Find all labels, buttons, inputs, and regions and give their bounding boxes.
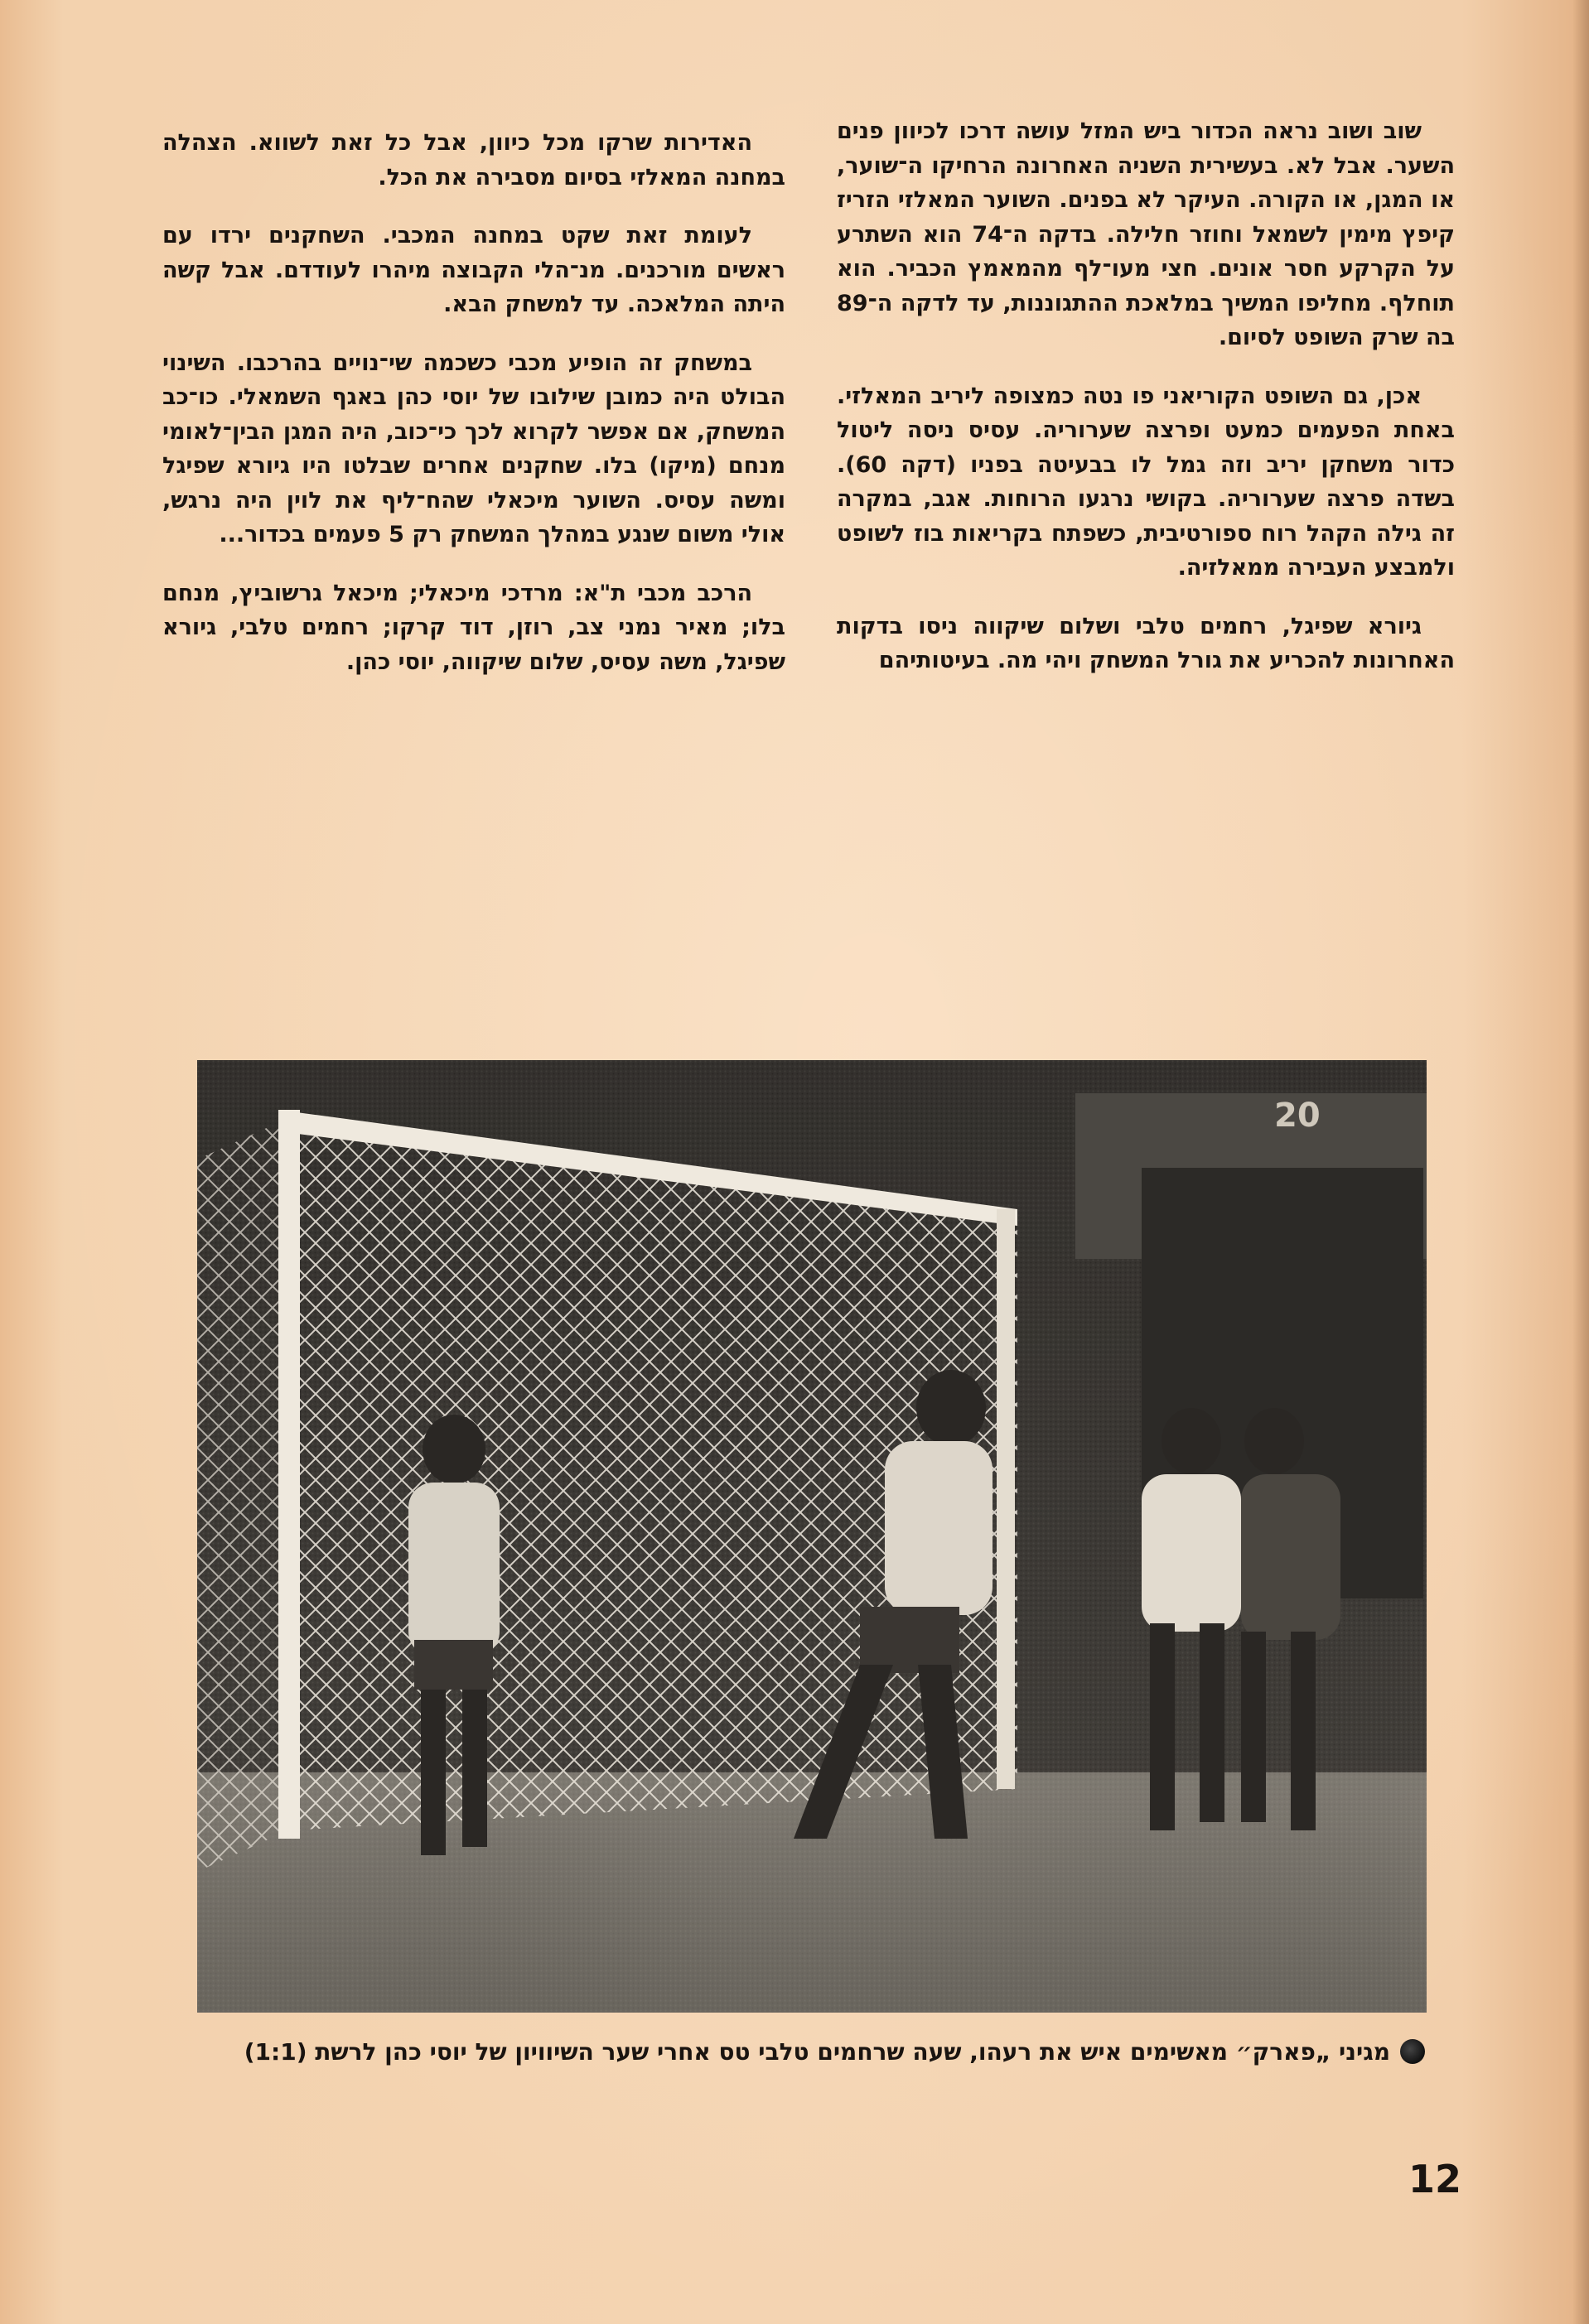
- scoreboard-number: 20: [1274, 1097, 1321, 1135]
- team-lineup-paragraph: הרכב מכבי ת"א: מרדכי מיכאלי; מיכאל גרשוביץ, מנחם בלו; מאיר נמני צב, רוזן, דוד קרקו; רחמים טלבי, גיורא שפיגל, משה עסיס, שלום שיקווה, יוסי כהן.: [162, 580, 785, 675]
- article-paragraph: האדירות שרקו מכל כיוון, אבל כל זאת לשווא. הצהלה במחנה המאלזי בסיום מסבירה את הכל.: [162, 130, 785, 190]
- bullet-icon: [1400, 2039, 1425, 2064]
- page-number: 12: [1408, 2157, 1462, 2201]
- caption-text: מגיני „פארק״ מאשימים איש את רעהו, שעה שרחמים טלבי טס אחרי שער השיוויון של יוסי כהן לרשת (1:1): [244, 2038, 1390, 2066]
- article-paragraph: גיורא שפיגל, רחמים טלבי ושלום שיקווה ניסו בדקות האחרונות להכריע את גורל המשחק ויהי מה. בעיטותיהם: [837, 613, 1455, 673]
- page-edge-shadow: [1572, 0, 1589, 2324]
- text-column-right: [837, 114, 1455, 702]
- article-paragraph: אכן, גם השופט הקוריאני פו נטה כמצופה ליריב המאלזי. באחת הפעמים כמעט ופרצה שערוריה. עסיס ניסה ליטול כדור משחקן יריב וזה גמל לו בבעיטה בפניו (דקה 60). בשדה פרצה שערוריה. בקושי נרגעו הרוחות. אגב, במקרה זה גילה הקהל רוח ספורטיבית, כשפתח בקריאות בוז לשופט ולמבצע העבירה ממאלזיה.: [837, 383, 1455, 581]
- text-column-left: [162, 126, 785, 703]
- article-paragraph: שוב ושוב נראה הכדור ביש המזל עושה דרכו לכיוון פנים השער. אבל לא. בעשירית השניה האחרונה הרחיקו ה־שוער, או המגן, או הקורה. העיקר לא בפנים. השוער המאלזי הזריז קיפץ מימין לשמאל וחוזר חלילה. בדקה ה־74 הוא השתרע על הקרקע חסר אונים. חצי מעו־לף מהמאמץ הכביר. הוא תוחלף. מחליפו המשיך במלאכת ההתגוננות, עד לדקה ה־89 בה שרק השופט לסיום.: [837, 118, 1455, 350]
- match-photo: [197, 1060, 1427, 2013]
- article-paragraph: לעומת זאת שקט במחנה המכבי. השחקנים ירדו עם ראשים מורכנים. מנ־הלי הקבוצה מיהרו לעודדם. אבל קשה היתה המלאכה. עד למשחק הבא.: [162, 223, 785, 317]
- article-paragraph: במשחק זה הופיע מכבי כשכמה שי־נויים בהרכבו. השינוי הבולט היה כמובן שילובו של יוסי כהן באגף השמאלי. כו־כב המשחק, אם אפשר לקרוא לכך כי־כוב, היה המגן הבין־לאומי מנחם (מיקו) בלו. שחקנים אחרים שבלטו היו גיורא שפיגל ומשה עסיס. השוער מיכאלי שהח־ליף את לוין היה נרגש, אולי משום שנגע במהלך המשחק רק 5 פעמים בכדור...: [162, 350, 785, 547]
- photo-caption: [191, 2034, 1425, 2071]
